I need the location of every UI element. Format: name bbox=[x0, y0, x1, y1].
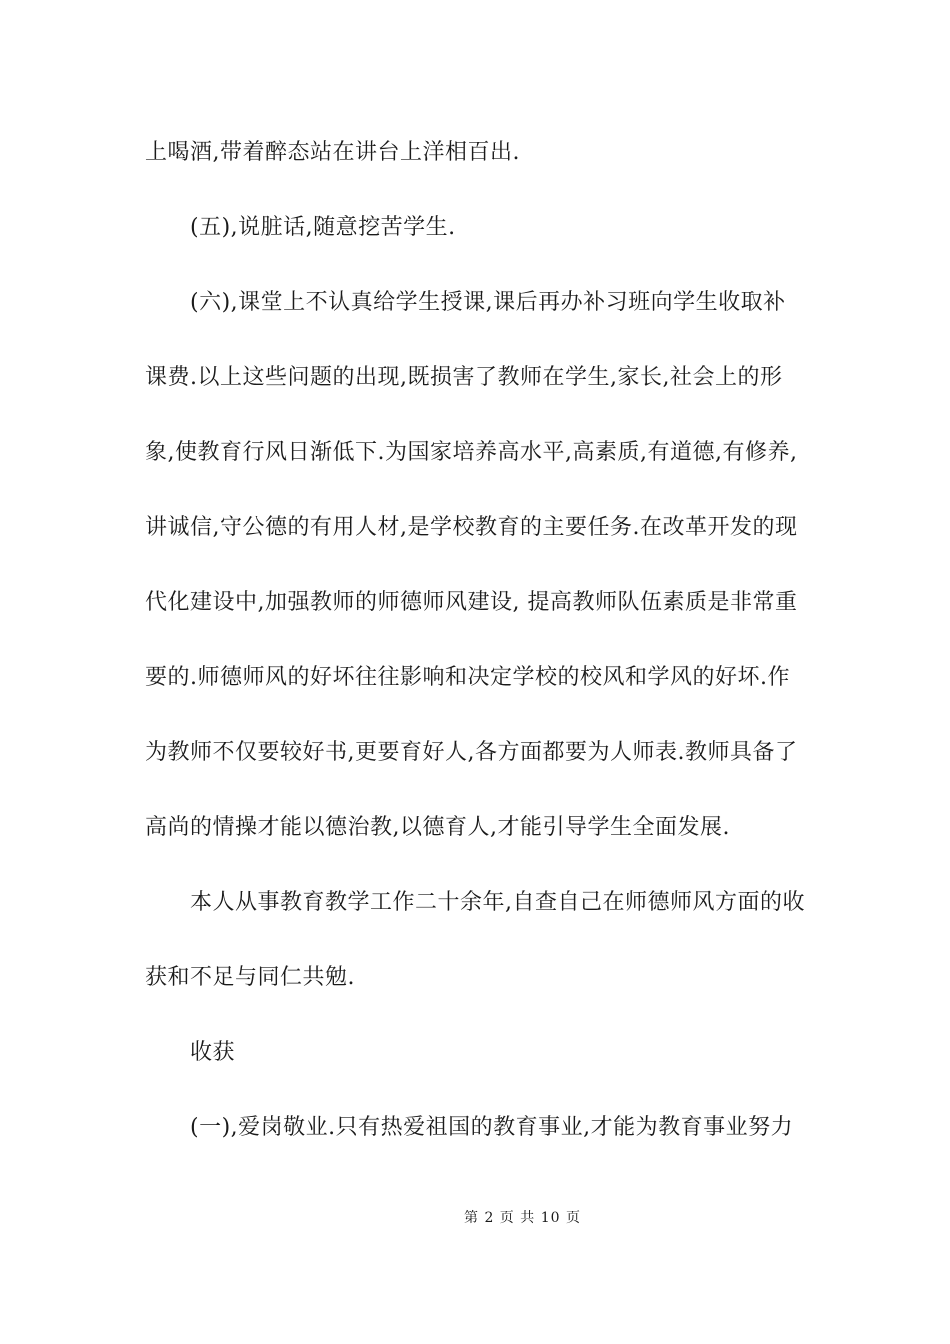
section-heading: 收获 bbox=[190, 1040, 236, 1065]
text-line-6: 讲诚信,守公德的有用人材,是学校教育的主要任务.在改革开发的现 bbox=[145, 515, 798, 540]
text-line-5: 象,使教育行风日渐低下.为国家培养高水平,高素质,有道德,有修养, bbox=[145, 440, 798, 465]
text-line-11: 本人从事教育教学工作二十余年,自查自己在师德师风方面的收 bbox=[190, 890, 805, 915]
text-line-10: 高尚的情操才能以德治教,以德育人,才能引导学生全面发展. bbox=[145, 815, 730, 840]
text-line-8: 要的.师德师风的好坏往往影响和决定学校的校风和学风的好坏.作 bbox=[145, 665, 790, 690]
text-line-1: 上喝酒,带着醉态站在讲台上洋相百出. bbox=[145, 140, 520, 165]
text-line-9: 为教师不仅要较好书,更要育好人,各方面都要为人师表.教师具备了 bbox=[145, 740, 798, 765]
text-line-3: (六),课堂上不认真给学生授课,课后再办补习班向学生收取补 bbox=[190, 290, 786, 315]
text-line-4: 课费.以上这些问题的出现,既损害了教师在学生,家长,社会上的形 bbox=[145, 365, 783, 390]
text-line-12: 获和不足与同仁共勉. bbox=[145, 965, 355, 990]
text-line-7: 代化建设中,加强教师的师德师风建设, 提高教师队伍素质是非常重 bbox=[145, 590, 798, 615]
page-number-footer: 第 2 页 共 10 页 bbox=[464, 1210, 581, 1226]
text-line-14: (一),爱岗敬业.只有热爱祖国的教育事业,才能为教育事业努力 bbox=[190, 1115, 794, 1140]
text-line-2: (五),说脏话,随意挖苦学生. bbox=[190, 215, 456, 240]
